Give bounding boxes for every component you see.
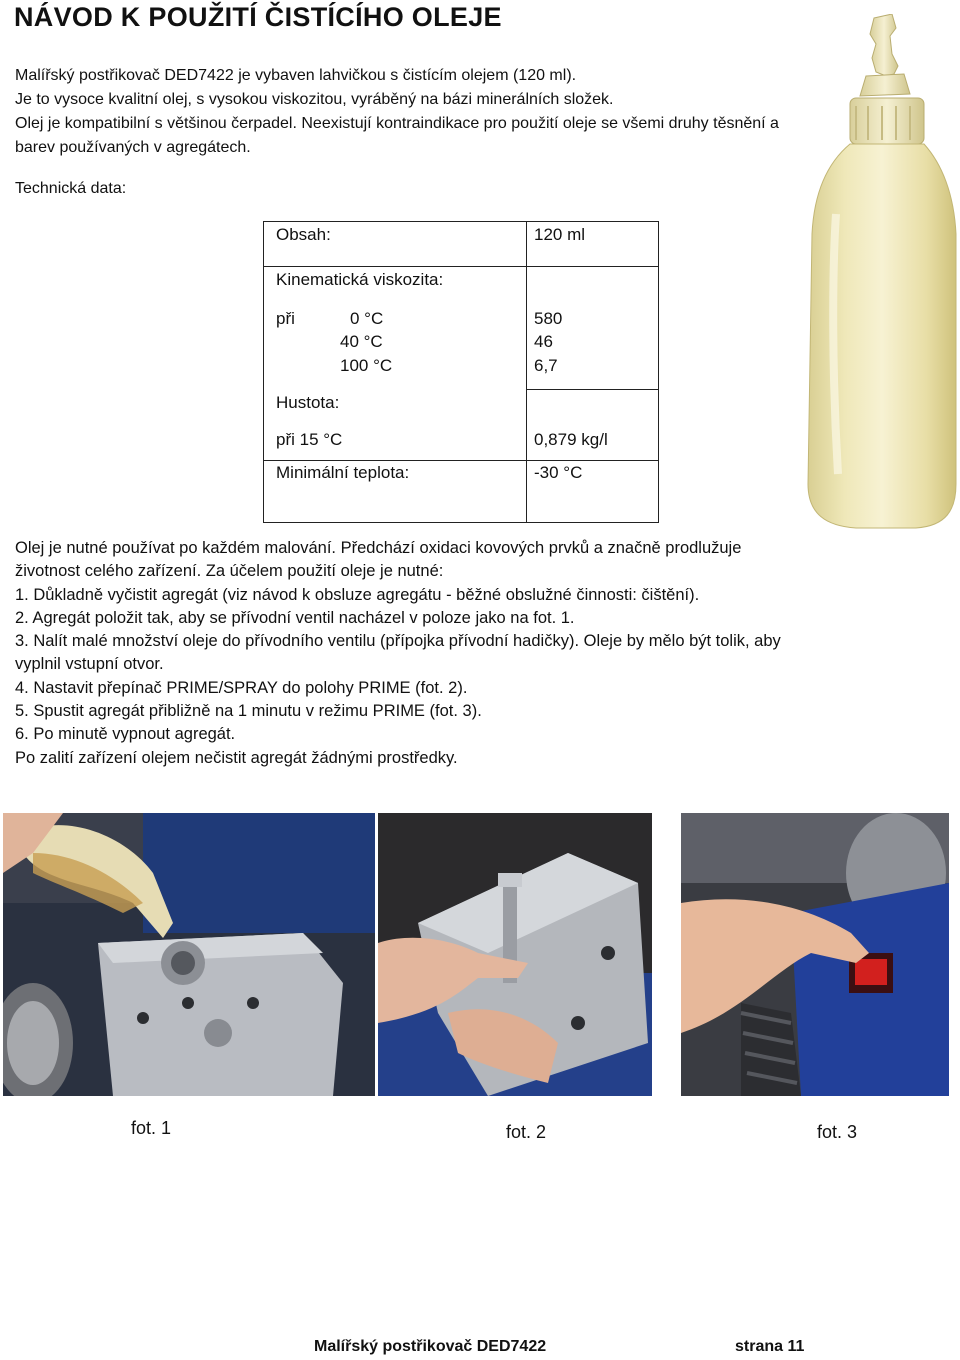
oil-bottle-image (806, 14, 958, 530)
contents-value: 120 ml (534, 225, 586, 244)
oil-bottle-photo (806, 14, 958, 530)
page-title: NÁVOD K POUŽITÍ ČISTÍCÍHO OLEJE (14, 2, 502, 32)
instruction-line: Po zalití zařízení olejem nečistit agregát žádnými prostředky. (15, 748, 458, 767)
instruction-line: Olej je nutné používat po každém malování. Předchází oxidaci kovových prvků a značně prodlužuje (15, 539, 742, 557)
photo-3 (681, 813, 949, 1096)
instruction-step-6: 6. Po minutě vypnout agregát. (15, 725, 236, 744)
density-label: Hustota: (276, 393, 340, 412)
viscosity-value-0: 580 (534, 309, 563, 328)
intro-line: Malířský postřikovač DED7422 je vybaven lahvičkou s čistícím olejem (120 ml). (15, 67, 577, 84)
temp-40: 40 °C (340, 332, 383, 351)
instruction-line: životnost celého zařízení. Za účelem použití oleje je nutné: (15, 562, 444, 581)
viscosity-label: Kinematická viskozita: (276, 270, 444, 289)
viscosity-value-40: 46 (534, 332, 553, 351)
table-divider (526, 222, 527, 522)
intro-line: Olej je kompatibilní s většinou čerpadel. Neexistují kontraindikace pro použití oleje se všemi druhy těsnění a (15, 115, 779, 132)
density-value: 0,879 kg/l (534, 430, 608, 449)
technical-data-heading: Technická data: (15, 180, 127, 197)
table-divider (526, 389, 658, 390)
min-temp-label: Minimální teplota: (276, 463, 410, 482)
temp-100: 100 °C (340, 356, 393, 375)
spec-table (263, 221, 659, 523)
min-temp-value: -30 °C (534, 463, 583, 482)
instruction-line: vyplnil vstupní otvor. (15, 655, 164, 674)
table-divider (264, 266, 658, 267)
viscosity-at: při (276, 309, 295, 328)
intro-line: Je to vysoce kvalitní olej, s vysokou viskozitou, vyráběný na bázi minerálních složek. (15, 91, 614, 108)
photo-1 (3, 813, 375, 1096)
instructions (15, 537, 815, 770)
photo-3-caption: fot. 3 (817, 1122, 858, 1142)
intro-line: barev používaných v agregátech. (15, 139, 251, 156)
instruction-step-3: 3. Nalít malé množství oleje do přívodního ventilu (přípojka přívodní hadičky). Oleje by mělo být tolik, aby (15, 632, 781, 651)
photo-3-image (681, 813, 949, 1096)
photo-1-caption: fot. 1 (131, 1118, 172, 1138)
instruction-step-5: 5. Spustit agregát přibližně na 1 minutu v režimu PRIME (fot. 3). (15, 702, 482, 721)
photo-2 (378, 813, 652, 1096)
contents-label: Obsah: (276, 225, 331, 244)
intro-paragraph (15, 64, 815, 160)
photo-2-caption: fot. 2 (506, 1122, 547, 1142)
instruction-step-2: 2. Agregát položit tak, aby se přívodní ventil nacházel v poloze jako na fot. 1. (15, 608, 575, 627)
footer-page-number: strana 11 (735, 1338, 805, 1355)
table-divider (264, 460, 658, 461)
photo-2-image (378, 813, 652, 1096)
footer-product: Malířský postřikovač DED7422 (314, 1338, 547, 1355)
temp-0: 0 °C (350, 309, 384, 328)
density-at: při 15 °C (276, 430, 343, 449)
viscosity-value-100: 6,7 (534, 356, 558, 375)
instruction-step-4: 4. Nastavit přepínač PRIME/SPRAY do polohy PRIME (fot. 2). (15, 678, 468, 697)
photo-1-image (3, 813, 375, 1096)
instruction-step-1: 1. Důkladně vyčistit agregát (viz návod k obsluze agregátu - běžné obslužné činnosti: čištění). (15, 585, 700, 604)
